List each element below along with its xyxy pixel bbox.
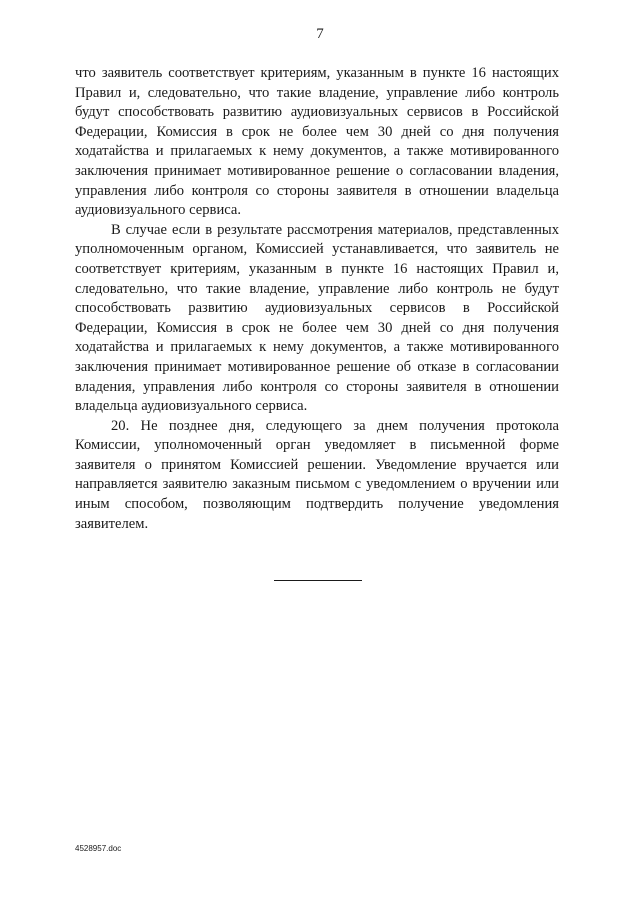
paragraph-20-notification: 20. Не позднее дня, следующего за днем получения протокола Комиссии, уполномоченный орган уведомляет в письменной форме заявителя о принятом Комиссией решении. Уведомление вручается или направляется заявителю заказным письмом с уведомлением о вручении или иным способом, позволяющим подтвердить получение уведомления заявителем. bbox=[75, 417, 559, 532]
end-of-document-rule bbox=[274, 580, 362, 581]
page-number: 7 bbox=[316, 26, 324, 42]
paragraph-refusal: В случае если в результате рассмотрения материалов, представленных уполномоченным органом, Комиссией устанавливается, что заявитель не соответствует критериям, указанным в пункте 16 настоящих Правил и, следовательно, что такие владение, управление либо контроль не будут способствовать развитию аудиовизуальных сервисов в Российской Федерации, Комиссия в срок не более чем 30 дней со дня получения ходатайства и прилагаемых к нему документов, а также мотивированного заключения принимает мотивированное решение об отказе в согласовании владения, управления либо контроля со стороны заявителя в отношении владельца аудиовизуального сервиса. bbox=[75, 221, 559, 415]
file-reference: 4528957.doc bbox=[75, 844, 122, 853]
paragraph-continuation: что заявитель соответствует критериям, указанным в пункте 16 настоящих Правил и, следовательно, что такие владение, управление либо контроль будут способствовать развитию аудиовизуальных сервисов в Российской Федерации, Комиссия в срок не более чем 30 дней со дня получения ходатайства и прилагаемых к нему документов, а также мотивированного заключения принимает мотивированное решение о согласовании владения, управления либо контроля со стороны заявителя в отношении владельца аудиовизуального сервиса. bbox=[75, 65, 559, 219]
document-body bbox=[75, 64, 559, 534]
